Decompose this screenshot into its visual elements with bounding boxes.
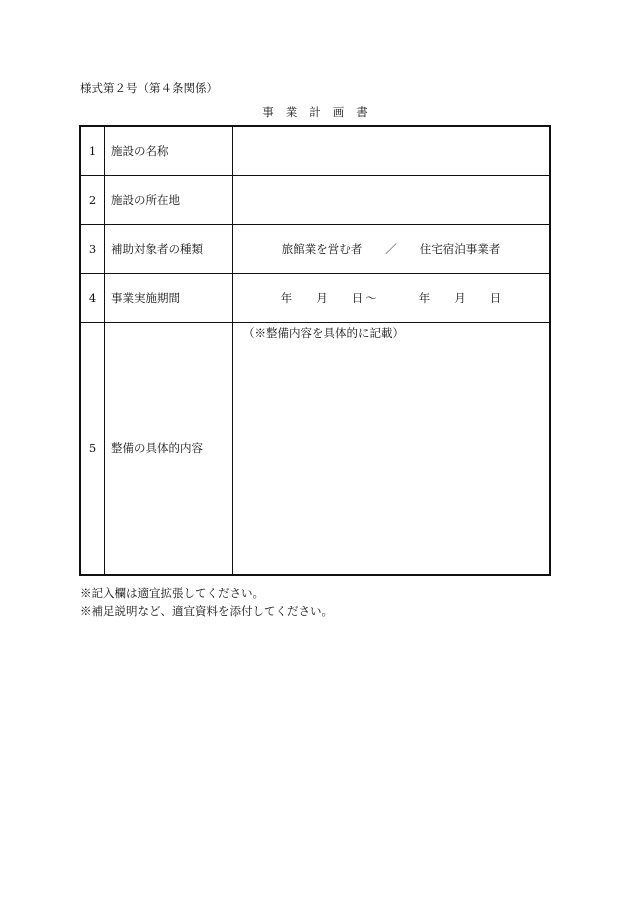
row-label-project-period: 事業実施期間 bbox=[105, 273, 233, 322]
row-number: 2 bbox=[80, 175, 105, 224]
to-day-label: 日 bbox=[489, 290, 502, 305]
from-day-label: 日 bbox=[351, 290, 364, 305]
row-number: 4 bbox=[80, 273, 105, 322]
facility-name-field[interactable] bbox=[233, 126, 551, 175]
table-row bbox=[80, 126, 550, 175]
form-number: 様式第２号（第４条関係） bbox=[80, 81, 218, 95]
document-title: 事業計画書 bbox=[262, 105, 380, 119]
to-month-label: 月 bbox=[454, 290, 466, 305]
from-year-label: 年 bbox=[280, 290, 293, 305]
table-row bbox=[80, 175, 550, 224]
table-row bbox=[80, 273, 550, 322]
note-line: ※記入欄は適宜拡張してください。 bbox=[80, 586, 264, 600]
to-year-label: 年 bbox=[418, 290, 431, 305]
improvement-details-field[interactable] bbox=[233, 322, 551, 575]
table-row bbox=[80, 224, 550, 273]
row-label-facility-name: 施設の名称 bbox=[105, 126, 233, 175]
row-label-improvement-details: 整備の具体的内容 bbox=[105, 322, 233, 575]
plan-table bbox=[79, 125, 551, 576]
applicant-type-field[interactable]: 旅館業を営む者 ／ 住宅宿泊事業者 bbox=[233, 224, 551, 273]
tilde-separator: ～ bbox=[365, 290, 377, 305]
project-period-field[interactable] bbox=[233, 273, 551, 322]
note-line: ※補足説明など、適宜資料を添付してください。 bbox=[80, 604, 333, 618]
row-number: 5 bbox=[80, 322, 105, 575]
row-number: 3 bbox=[80, 224, 105, 273]
row-label-applicant-type: 補助対象者の種類 bbox=[105, 224, 233, 273]
row-number: 1 bbox=[80, 126, 105, 175]
table-row bbox=[80, 322, 550, 575]
row-label-facility-address: 施設の所在地 bbox=[105, 175, 233, 224]
from-month-label: 月 bbox=[316, 290, 328, 305]
facility-address-field[interactable] bbox=[233, 175, 551, 224]
notes bbox=[80, 584, 333, 620]
details-instruction: （※整備内容を具体的に記載） bbox=[243, 325, 404, 340]
